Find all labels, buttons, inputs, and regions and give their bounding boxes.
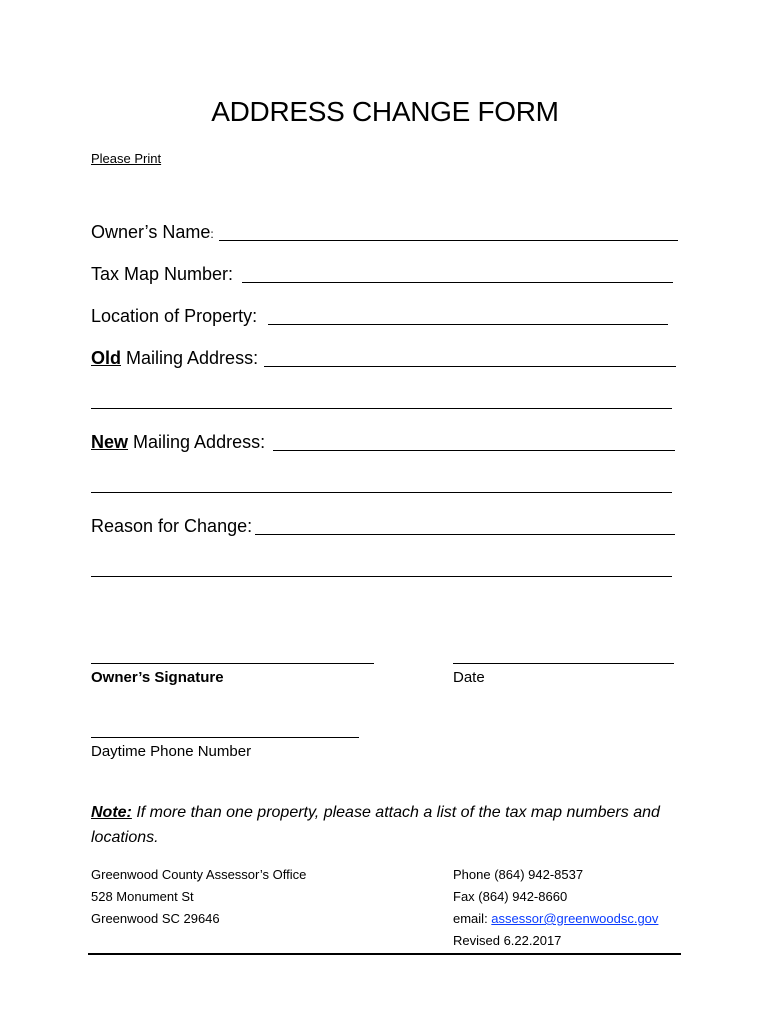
please-print-instruction: Please Print (91, 151, 162, 166)
date-line[interactable] (453, 663, 674, 664)
reason-line[interactable] (255, 534, 675, 535)
reason-line-2[interactable] (91, 576, 672, 577)
office-contact (453, 864, 658, 952)
footer-rule (88, 953, 681, 955)
old-address-line-2[interactable] (91, 408, 672, 409)
office-street: 528 Monument St (91, 889, 194, 904)
old-address-label: Old Mailing Address: (91, 348, 259, 368)
office-fax: Fax (864) 942-8660 (453, 889, 568, 904)
new-address-line-2[interactable] (91, 492, 672, 493)
office-city: Greenwood SC 29646 (91, 911, 220, 926)
new-address-label: New Mailing Address: (91, 432, 266, 452)
phone-label: Daytime Phone Number (91, 743, 252, 760)
phone-line[interactable] (91, 737, 359, 738)
email-link[interactable]: assessor@greenwoodsc.gov (491, 911, 659, 926)
location-line[interactable] (268, 324, 668, 325)
owner-name-line[interactable] (219, 240, 678, 241)
office-email: email: assessor@greenwoodsc.gov (453, 911, 659, 926)
office-address (91, 864, 306, 930)
tax-map-label: Tax Map Number: (91, 264, 234, 284)
tax-map-line[interactable] (242, 282, 673, 283)
office-name: Greenwood County Assessor’s Office (91, 867, 307, 882)
form-title: ADDRESS CHANGE FORM (211, 96, 559, 127)
revised-date: Revised 6.22.2017 (453, 933, 562, 948)
office-phone: Phone (864) 942-8537 (453, 867, 584, 882)
location-label: Location of Property: (91, 306, 258, 326)
owner-signature-label: Owner’s Signature (91, 669, 224, 686)
new-address-line[interactable] (273, 450, 675, 451)
signature-line[interactable] (91, 663, 374, 664)
date-label: Date (453, 669, 485, 686)
owner-name-label: Owner’s Name: (91, 222, 214, 242)
old-address-line[interactable] (264, 366, 676, 367)
note-text: Note: If more than one property, please attach a list of the tax map numbers and locations. (91, 804, 660, 846)
reason-label: Reason for Change: (91, 516, 253, 536)
